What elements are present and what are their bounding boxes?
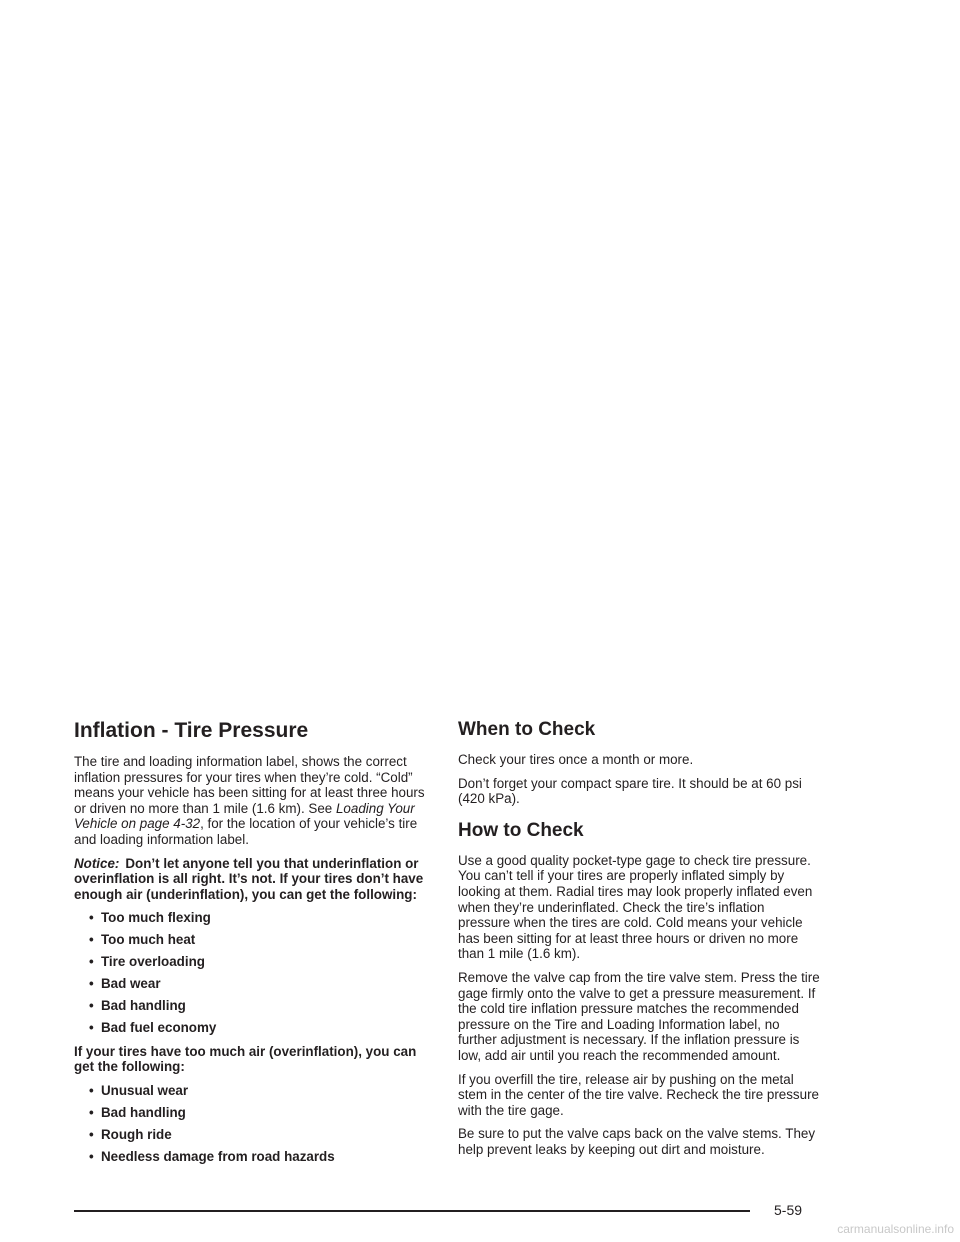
list-item: • Tire overloading xyxy=(89,954,436,970)
when-paragraph-1: Check your tires once a month or more. xyxy=(458,752,694,767)
list-item: • Needless damage from road hazards xyxy=(89,1149,436,1165)
watermark: carmanualsonline.info xyxy=(837,1222,954,1236)
underinflation-list xyxy=(74,910,436,1036)
section-title-how-to-check: How to Check xyxy=(458,819,584,841)
notice-label: Notice: xyxy=(74,855,120,871)
footer-rule xyxy=(74,1210,750,1212)
left-column xyxy=(74,718,436,1173)
intro-text-b: , for the location of your vehicle’s tire and loading information label. xyxy=(74,816,418,847)
when-paragraph-2: Don’t forget your compact spare tire. It should be at 60 psi (420 kPa). xyxy=(458,775,802,807)
list-item: • Too much flexing xyxy=(89,910,436,926)
list-item: • Rough ride xyxy=(89,1127,436,1143)
section-title-when-to-check: When to Check xyxy=(458,719,596,740)
notice-paragraph xyxy=(74,856,436,903)
list-item: • Bad handling xyxy=(89,1105,436,1121)
cross-reference-link[interactable]: Loading Your Vehicle on page 4-32 xyxy=(74,800,415,832)
intro-text-a: The tire and loading information label, shows the correct inflation pressures for your tires when they’re cold. “Cold” means your vehicle has been sitting for at least three hours or driven no more than 1 mile (1.6 km). See xyxy=(74,754,425,816)
page-number: 5-59 xyxy=(774,1202,803,1218)
right-column xyxy=(458,718,820,1165)
how-paragraph-1: Use a good quality pocket-type gage to check tire pressure. You can’t tell if your tires are properly inflated simply by looking at them. Radial tires may look properly inflated even when they’re underinflated. Check the tire’s inflation pressure when the tires are cold. Cold means your vehicle has been sitting for at least three hours or driven no more than 1 mile (1.6 km). xyxy=(458,852,813,962)
overinflation-list xyxy=(74,1083,436,1165)
list-item: • Unusual wear xyxy=(89,1083,436,1099)
overinflation-intro: If your tires have too much air (overinflation), you can get the following: xyxy=(74,1043,417,1075)
how-paragraph-3: If you overfill the tire, release air by pushing on the metal stem in the center of the tire valve. Recheck the tire pressure with the tire gage. xyxy=(458,1071,819,1118)
list-item: • Bad fuel economy xyxy=(89,1020,436,1036)
list-item: • Too much heat xyxy=(89,932,436,948)
how-paragraph-2: Remove the valve cap from the tire valve stem. Press the tire gage firmly onto the valve to get a pressure measurement. If the cold tire inflation pressure matches the recommended pressure on the Tire and Loading Information label, no further adjustment is necessary. If the inflation pressure is low, add air until you reach the recommended amount. xyxy=(458,969,820,1063)
notice-text: Don’t let anyone tell you that underinflation or overinflation is all right. It’s not. If your tires don’t have enough air (underinflation), you can get the following: xyxy=(74,855,424,902)
intro-paragraph xyxy=(74,754,436,848)
how-paragraph-4: Be sure to put the valve caps back on the valve stems. They help prevent leaks by keeping out dirt and moisture. xyxy=(458,1126,816,1157)
list-item: • Bad handling xyxy=(89,998,436,1014)
section-title-inflation: Inflation - Tire Pressure xyxy=(74,719,309,742)
list-item: • Bad wear xyxy=(89,976,436,992)
